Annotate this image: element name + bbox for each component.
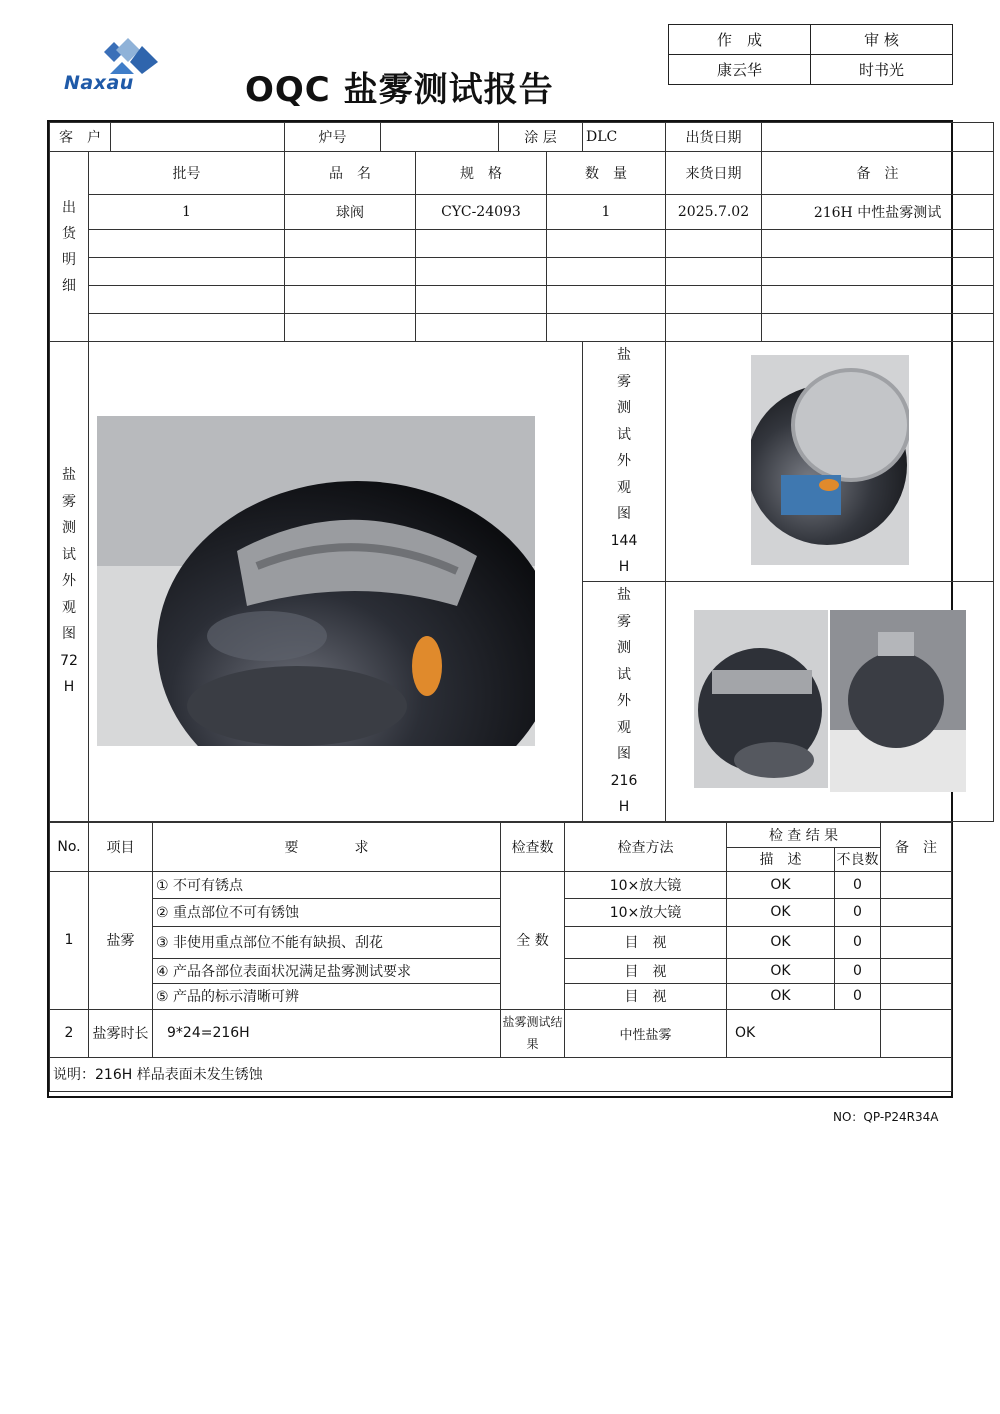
upper-table	[49, 122, 994, 822]
hdr-desc: 描 述	[727, 847, 835, 871]
note-text: 说明：216H 样品表面未发生锈蚀	[50, 1057, 952, 1091]
cell-product: 球阀	[285, 195, 416, 230]
row2-qty: 盐雾测试结果	[501, 1009, 565, 1057]
reviewed-by: 时书光	[811, 55, 953, 85]
col-batch: 批号	[89, 152, 285, 195]
hdr-no: No.	[50, 822, 89, 871]
shipment-row	[50, 230, 994, 258]
row1-no: 1	[50, 871, 89, 1009]
photo-216h-front	[694, 610, 828, 788]
made-label: 作 成	[669, 25, 811, 55]
inspection-row-2	[50, 1009, 952, 1057]
info-row	[50, 123, 994, 152]
cell-arrival-date: 2025.7.02	[666, 195, 762, 230]
label-72h: 盐 雾 测 试 外 观 图 72 H	[50, 342, 89, 822]
req-line: ⑤ 产品的标示清晰可辨	[153, 983, 501, 1009]
hdr-method: 检查方法	[565, 822, 727, 871]
method-line: 目 视	[565, 926, 727, 958]
shipment-section-label: 出 货 明 细	[50, 152, 89, 342]
desc-line: OK	[727, 871, 835, 898]
inspection-table	[49, 822, 952, 1092]
row2-no: 2	[50, 1009, 89, 1057]
ship-date-label: 出货日期	[666, 123, 762, 152]
col-remark: 备 注	[762, 152, 994, 195]
note-row	[50, 1057, 952, 1091]
req-line: ④ 产品各部位表面状况满足盐雾测试要求	[153, 958, 501, 983]
row2-item: 盐雾时长	[89, 1009, 153, 1057]
hdr-item: 项目	[89, 822, 153, 871]
shipment-row	[50, 258, 994, 286]
col-product: 品 名	[285, 152, 416, 195]
photo-72h	[97, 416, 535, 746]
defect-line: 0	[835, 958, 881, 983]
hdr-remark: 备 注	[881, 822, 952, 871]
col-qty: 数 量	[547, 152, 666, 195]
defect-line: 0	[835, 926, 881, 958]
shipment-row	[50, 286, 994, 314]
label-216h: 盐 雾 测 试 外 观 图 216 H	[583, 582, 666, 822]
shipment-header-row	[50, 152, 994, 195]
inspection-header-row	[50, 822, 952, 847]
defect-line: 0	[835, 898, 881, 926]
furnace-label: 炉号	[285, 123, 381, 152]
photo-216h-cell	[666, 582, 994, 822]
desc-line: OK	[727, 926, 835, 958]
cell-qty: 1	[547, 195, 666, 230]
cell-remark: 216H 中性盐雾测试	[762, 195, 994, 230]
req-line: ③ 非使用重点部位不能有缺损、刮花	[153, 926, 501, 958]
row2-result: OK	[727, 1009, 881, 1057]
desc-line: OK	[727, 983, 835, 1009]
method-line: 10×放大镜	[565, 871, 727, 898]
ship-date-value	[762, 123, 994, 152]
method-line: 10×放大镜	[565, 898, 727, 926]
method-line: 目 视	[565, 958, 727, 983]
logo-text: Naxau	[64, 72, 134, 94]
report-form	[47, 120, 953, 1098]
row2-method: 中性盐雾	[565, 1009, 727, 1057]
coating-label: 涂 层	[499, 123, 583, 152]
shipment-row	[50, 195, 994, 230]
company-logo	[62, 38, 172, 98]
photo-144h-cell	[666, 342, 994, 582]
cell-spec: CYC-24093	[416, 195, 547, 230]
photo-row	[50, 342, 994, 582]
method-line: 目 视	[565, 983, 727, 1009]
document-number: NO：QP-P24R34A	[833, 1110, 939, 1124]
row1-qty: 全 数	[501, 871, 565, 1009]
row1-item: 盐雾	[89, 871, 153, 1009]
col-spec: 规 格	[416, 152, 547, 195]
defect-line: 0	[835, 983, 881, 1009]
desc-line: OK	[727, 958, 835, 983]
label-144h: 盐 雾 测 试 外 观 图 144 H	[583, 342, 666, 582]
coating-value: DLC	[583, 123, 666, 152]
desc-line: OK	[727, 898, 835, 926]
customer-value	[111, 123, 285, 152]
req-line: ① 不可有锈点	[153, 871, 501, 898]
customer-label: 客 户	[50, 123, 111, 152]
hdr-qty: 检查数	[501, 822, 565, 871]
hdr-defect: 不良数	[835, 847, 881, 871]
shipment-row	[50, 314, 994, 342]
page-title: OQC 盐雾测试报告	[245, 70, 554, 110]
made-by: 康云华	[669, 55, 811, 85]
row2-requirement: 9*24=216H	[153, 1009, 501, 1057]
hdr-result: 检 查 结 果	[727, 822, 881, 847]
photo-144h	[751, 355, 909, 565]
cell-batch: 1	[89, 195, 285, 230]
furnace-value	[381, 123, 499, 152]
review-label: 审 核	[811, 25, 953, 55]
hdr-requirement: 要 求	[153, 822, 501, 871]
req-line: ② 重点部位不可有锈蚀	[153, 898, 501, 926]
col-arrival-date: 来货日期	[666, 152, 762, 195]
defect-line: 0	[835, 871, 881, 898]
inspection-line	[50, 871, 952, 898]
photo-72h-cell	[89, 342, 583, 822]
photo-216h-side	[830, 610, 966, 792]
signoff-table	[668, 24, 953, 85]
